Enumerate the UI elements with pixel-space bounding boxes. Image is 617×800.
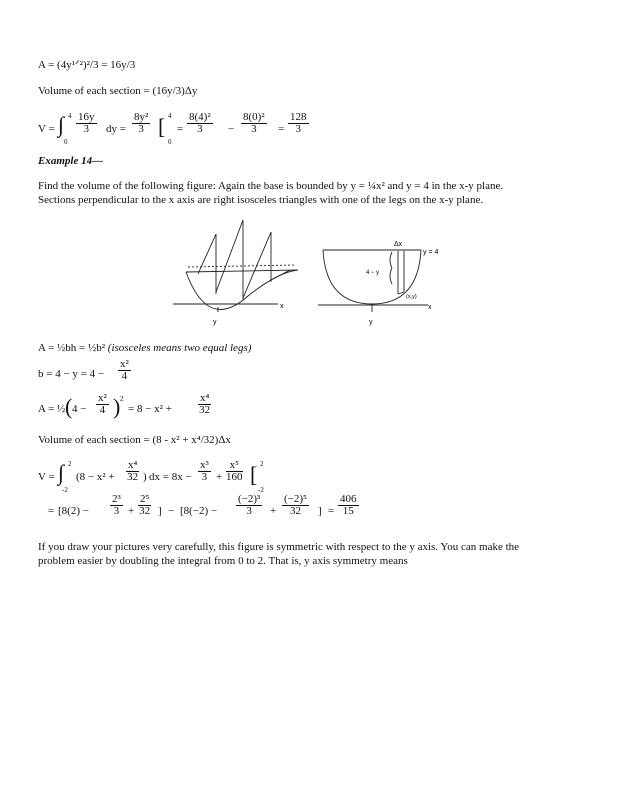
- eq2-frac-x4: $\frac{\text{x⁴}}{32}$: [127, 459, 139, 483]
- eq3-frac-25: $\frac{\text{2⁵}}{32}$: [139, 493, 151, 517]
- eq2-lower-limit: -2: [62, 486, 68, 494]
- eq3-frac-23: $\frac{\text{2³}}{3}$: [112, 493, 121, 517]
- right-x-label: x: [428, 304, 432, 311]
- triangle-2: [216, 220, 243, 300]
- area-formula-y: A = (4y¹ᐟ²)²/3 = 16y/3: [38, 59, 136, 71]
- eq2-paren-close: ): [143, 471, 147, 483]
- eq3-frac-m23: $\frac{\text{(−2)³}}{3}$: [238, 493, 261, 517]
- a-square: 2: [120, 395, 124, 403]
- eq1-frac-128: $\frac{128}{3}$: [290, 111, 307, 135]
- a-lead: A = ½: [38, 403, 66, 415]
- left-figure: [173, 220, 298, 312]
- eq2-dx: dx = 8x −: [149, 471, 192, 483]
- para1-line2: Sections perpendicular to the x axis are right isosceles triangles with one of the legs on the x-y plane.: [38, 194, 484, 206]
- right-figure: [318, 250, 428, 312]
- eq2-integral-sign: ∫: [58, 460, 65, 485]
- eq2-frac-x5: $\frac{\text{x⁵}}{160}$: [226, 459, 243, 483]
- triangle-1: [198, 234, 216, 294]
- right-brace: [390, 252, 392, 284]
- a-inner: 4 −: [72, 403, 87, 415]
- left-x-label: x: [280, 303, 284, 310]
- eq2-bracket-upper: 2: [260, 460, 264, 468]
- eq3-plus-2: +: [270, 505, 277, 517]
- eq2-lead: V =: [38, 471, 55, 483]
- eq1-frac-80: $\frac{\text{8(0)²}}{3}$: [243, 111, 265, 135]
- eq1-bracket-upper: 4: [168, 112, 172, 120]
- eq1-equals-2: =: [278, 123, 285, 135]
- right-y4-label: y = 4: [423, 249, 439, 256]
- triangle-4: [271, 270, 290, 280]
- eq1-bracket-lower: 0: [168, 138, 172, 146]
- eq1-minus: −: [228, 123, 235, 135]
- left-y-label: y: [213, 319, 217, 326]
- volume-section-x: Volume of each section = (8 - x² + x⁴/32)Δx: [38, 434, 231, 446]
- eq3-minus: −: [168, 505, 175, 517]
- triangle-3: [243, 232, 271, 298]
- right-dx-label: Δx: [394, 241, 403, 248]
- eq1-upper-limit: 4: [68, 112, 72, 120]
- a-mid: = 8 − x² +: [128, 403, 172, 415]
- b-frac: $\frac{\text{x²}}{4}$: [120, 358, 129, 382]
- eq2-bracket: [: [250, 462, 258, 487]
- para2-line1: If you draw your pictures very carefully, this figure is symmetric with respect to the y axis. You can make the: [38, 541, 520, 553]
- eq1-bracket: [: [158, 114, 166, 139]
- eq3-plus-1: +: [128, 505, 135, 517]
- eq3-bracket2-open: [8(−2) −: [180, 505, 218, 517]
- eq3-equals-2: =: [328, 505, 335, 517]
- left-top-line: [186, 270, 298, 272]
- eq1-integral-sign: ∫: [58, 112, 65, 137]
- area-note: (isosceles means two equal legs): [107, 342, 252, 354]
- eq3-equals: =: [48, 505, 55, 517]
- eq1-frac-84: $\frac{\text{8(4)²}}{3}$: [189, 111, 211, 135]
- eq1-frac-8y2: $\frac{\text{8y²}}{3}$: [134, 111, 149, 135]
- figure-solid-diagram: [168, 212, 458, 330]
- right-xy-label: (x,y): [406, 294, 417, 300]
- right-4y-label: 4 − y: [366, 270, 380, 276]
- eq3-bracket1-open: [8(2) −: [58, 505, 89, 517]
- eq3-frac-m25: $\frac{\text{(−2)⁵}}{32}$: [284, 493, 307, 517]
- eq2-bracket-lower: -2: [258, 486, 264, 494]
- right-strip: [398, 251, 404, 294]
- example-heading: Example 14—: [38, 155, 104, 167]
- para1-line1: Find the volume of the following figure: Again the base is bounded by y = ¼x² and y = 4 in the x-y plane.: [38, 180, 504, 192]
- a-frac-x2: $\frac{\text{x²}}{4}$: [98, 392, 107, 416]
- left-top-line-2: [188, 265, 296, 267]
- right-y-label: y: [369, 319, 373, 326]
- a-frac-x4: $\frac{\text{x⁴}}{32}$: [199, 392, 211, 416]
- eq1-dy: dy =: [106, 123, 126, 135]
- eq1-equals: =: [177, 123, 184, 135]
- b-lead: b = 4 − y = 4 −: [38, 368, 105, 380]
- volume-section-y: Volume of each section = (16y/3)Δy: [38, 85, 198, 97]
- area-isosceles-line: [38, 342, 251, 354]
- area-formula-b: A = ½bh = ½b²: [38, 342, 108, 354]
- a-paren-open: (: [65, 394, 73, 419]
- eq3-bracket2-close: ]: [318, 505, 322, 517]
- eq1-frac-16y: $\frac{16y}{3}$: [78, 111, 95, 135]
- eq2-frac-x3: $\frac{\text{x³}}{3}$: [200, 459, 209, 483]
- eq1-lower-limit: 0: [64, 138, 68, 146]
- eq3-bracket1-close: ]: [158, 505, 162, 517]
- eq1-lead: V =: [38, 123, 55, 135]
- eq2-plus: +: [216, 471, 223, 483]
- eq2-upper-limit: 2: [68, 460, 72, 468]
- para2-line2: problem easier by doubling the integral from 0 to 2. That is, y axis symmetry means: [38, 555, 408, 567]
- a-paren-close: ): [113, 394, 121, 419]
- eq2-paren-content: (8 − x² +: [76, 471, 115, 483]
- eq3-frac-406: $\frac{406}{15}$: [340, 493, 357, 517]
